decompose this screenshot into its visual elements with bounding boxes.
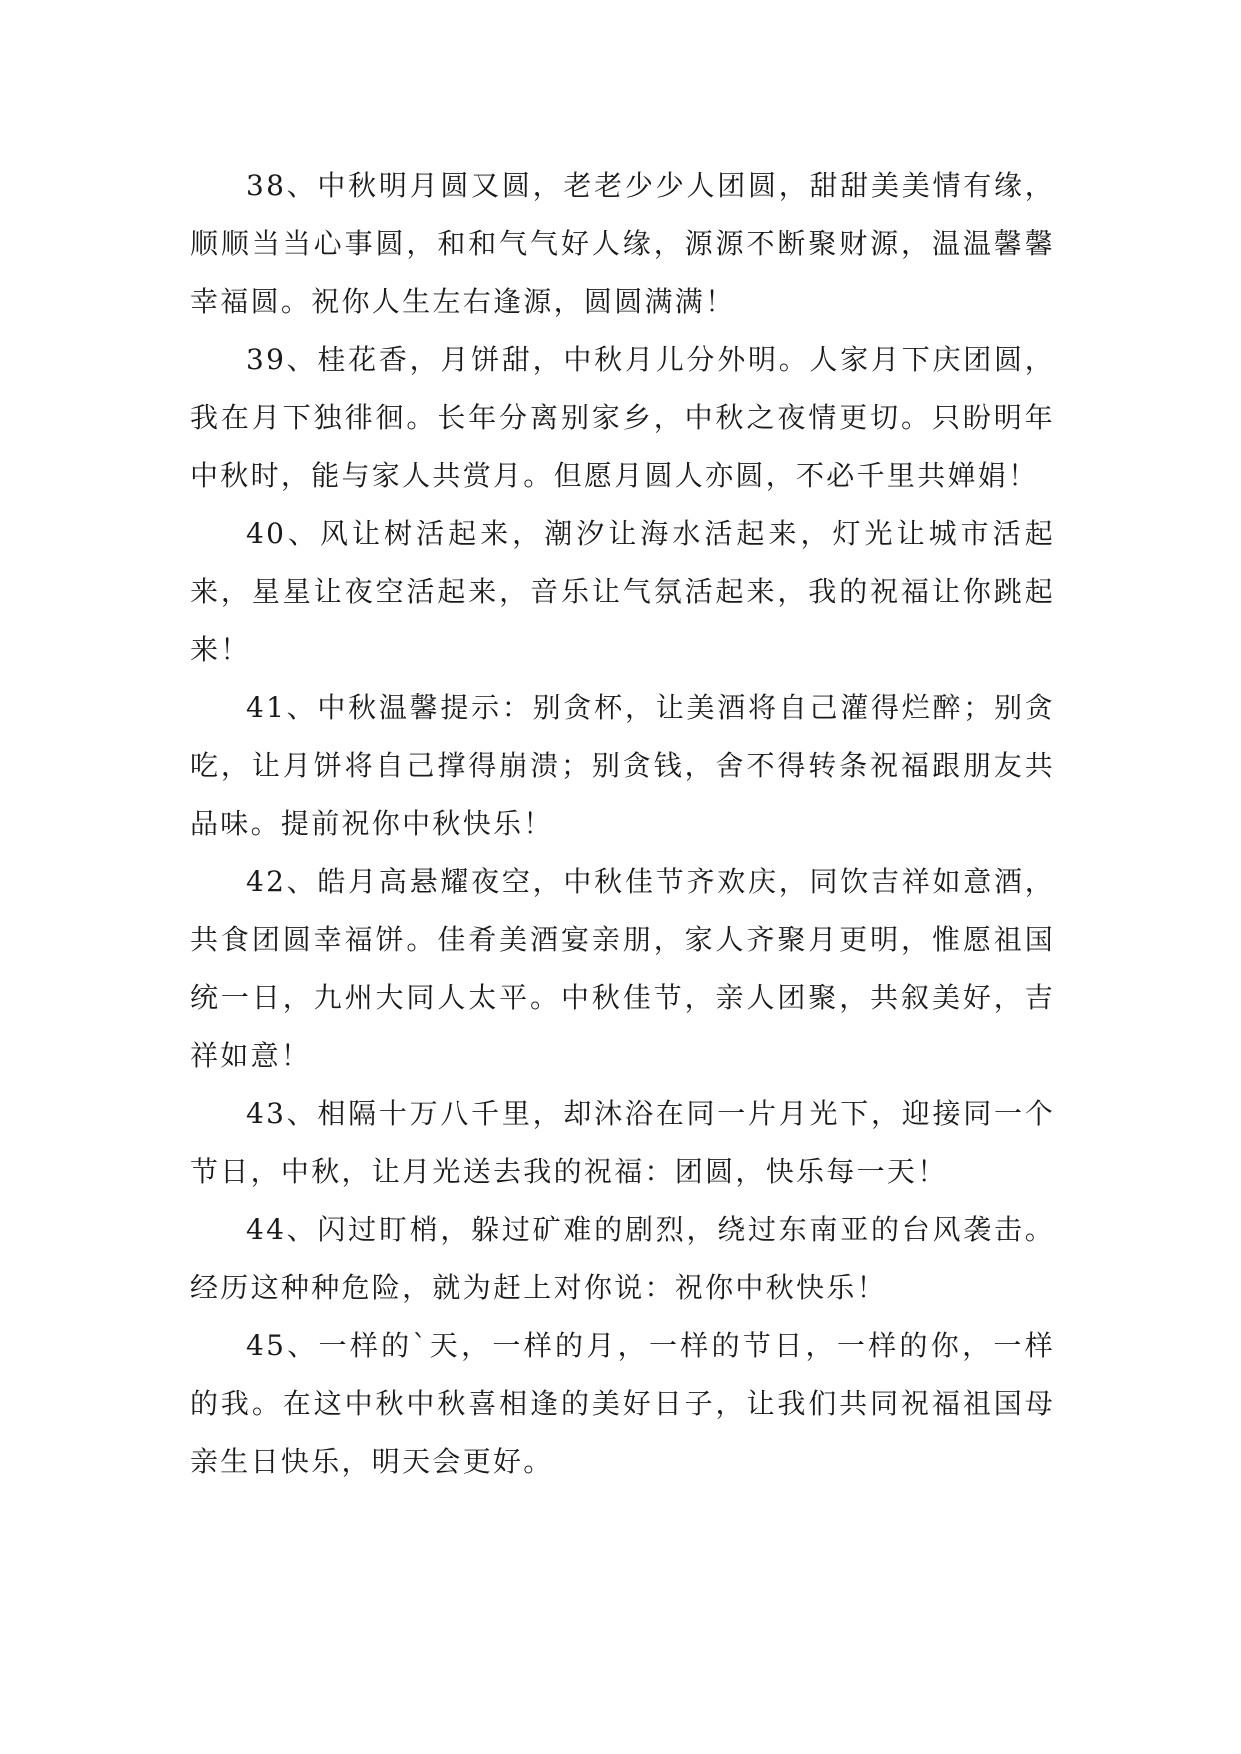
- paragraph-38: 38、中秋明月圆又圆，老老少少人团圆，甜甜美美情有缘，顺顺当当心事圆，和和气气好人缘，源源不断聚财源，温温馨馨幸福圆。祝你人生左右逢源，圆圆满满！: [190, 169, 1055, 318]
- paragraph-41: 41、中秋温馨提示：别贪杯，让美酒将自己灌得烂醉；别贪吃，让月饼将自己撑得崩溃；别贪钱，舍不得转条祝福跟朋友共品味。提前祝你中秋快乐！: [190, 691, 1055, 840]
- paragraph-43: 43、相隔十万八千里，却沐浴在同一片月光下，迎接同一个节日，中秋，让月光送去我的祝福：团圆，快乐每一天！: [190, 1097, 1055, 1188]
- paragraph-40: 40、风让树活起来，潮汐让海水活起来，灯光让城市活起来，星星让夜空活起来，音乐让气氛活起来，我的祝福让你跳起来！: [190, 517, 1055, 666]
- paragraph-45: 45、一样的`天，一样的月，一样的节日，一样的你，一样的我。在这中秋中秋喜相逢的美好日子，让我们共同祝福祖国母亲生日快乐，明天会更好。: [190, 1329, 1055, 1478]
- paragraph-39: 39、桂花香，月饼甜，中秋月儿分外明。人家月下庆团圆，我在月下独徘徊。长年分离别家乡，中秋之夜情更切。只盼明年中秋时，能与家人共赏月。但愿月圆人亦圆，不必千里共婵娟！: [190, 343, 1055, 492]
- document-page: [190, 157, 1055, 1577]
- paragraph-42: 42、皓月高悬耀夜空，中秋佳节齐欢庆，同饮吉祥如意酒，共食团圆幸福饼。佳肴美酒宴亲朋，家人齐聚月更明，惟愿祖国统一日，九州大同人太平。中秋佳节，亲人团聚，共叙美好，吉祥如意！: [190, 865, 1055, 1072]
- paragraph-44: 44、闪过盯梢，躲过矿难的剧烈，绕过东南亚的台风袭击。经历这种种危险，就为赶上对你说：祝你中秋快乐！: [190, 1213, 1055, 1304]
